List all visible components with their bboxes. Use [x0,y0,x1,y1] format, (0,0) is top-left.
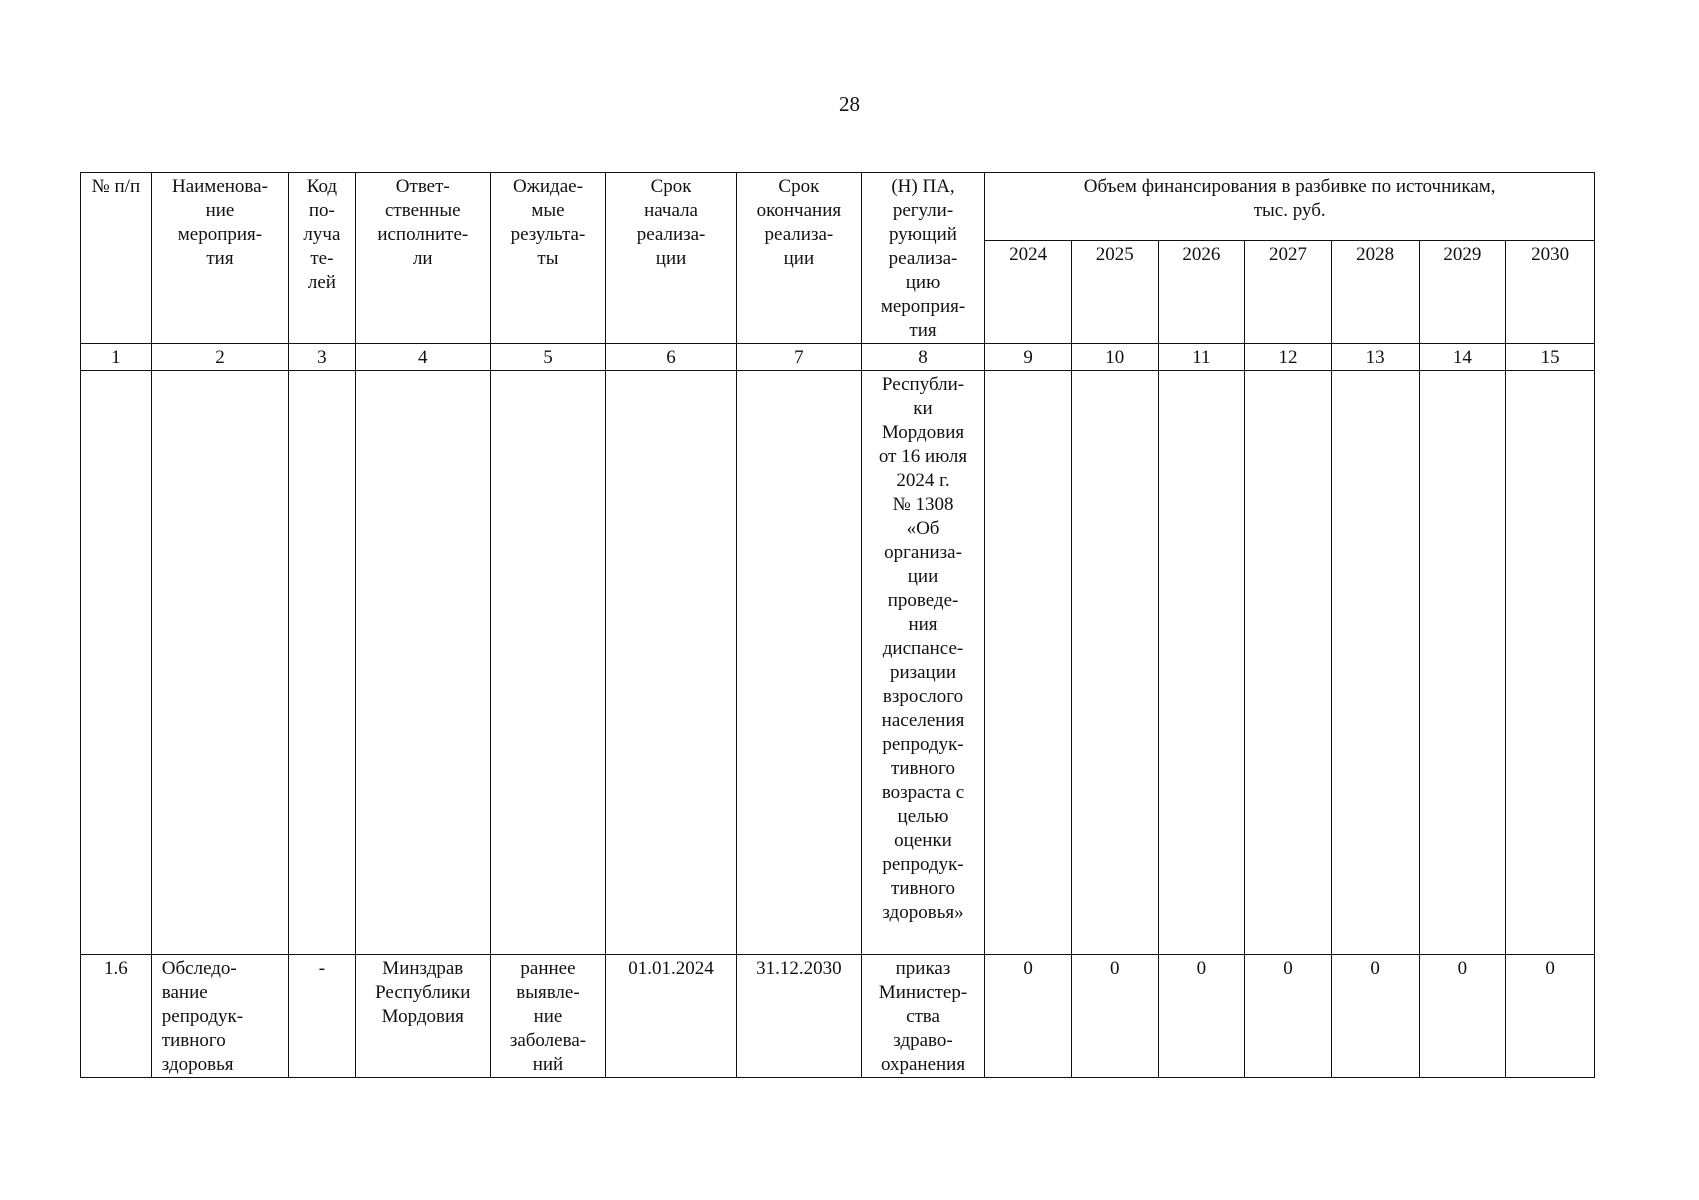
header-code: Код по- луча те- лей [289,173,356,344]
row-value: 0 [1071,955,1158,1078]
cell-empty [355,371,490,955]
column-number: 2 [151,344,288,371]
row-value: 0 [985,955,1072,1078]
column-number-row [81,344,1595,371]
row-start: 01.01.2024 [606,955,737,1078]
header-year: 2025 [1071,240,1158,343]
cell-empty [490,371,605,955]
header-year: 2026 [1158,240,1245,343]
cell-empty [1419,371,1506,955]
header-results: Ожидае- мые результа- ты [490,173,605,344]
row-value: 0 [1506,955,1595,1078]
column-number: 6 [606,344,737,371]
cell-empty [1071,371,1158,955]
column-number: 9 [985,344,1072,371]
header-legal: (Н) ПА, регули- рующий реализа- цию мероприя- тия [861,173,985,344]
header-year: 2029 [1419,240,1506,343]
header-end: Срок окончания реализа- ции [737,173,862,344]
cell-empty [289,371,356,955]
table-row [81,955,1595,1078]
row-results: раннее выявле- ние заболева- ний [490,955,605,1078]
cell-empty [737,371,862,955]
row-num: 1.6 [81,955,152,1078]
cell-empty [1158,371,1245,955]
row-value: 0 [1331,955,1419,1078]
continuation-legal-cell: Республи- ки Мордовия от 16 июля 2024 г. № 1308 «Об организа- ции проведе- ния диспансе- ризации взрослого населения репродук- тивного возраста с целью оценки репродук- тивного здоровья» [861,371,985,955]
row-end: 31.12.2030 [737,955,862,1078]
column-number: 4 [355,344,490,371]
header-num: № п/п [81,173,152,344]
row-legal: приказ Министер- ства здраво- охранения [861,955,985,1078]
column-number: 5 [490,344,605,371]
column-number: 14 [1419,344,1506,371]
cell-empty [985,371,1072,955]
header-year: 2030 [1506,240,1595,343]
column-number: 1 [81,344,152,371]
cell-empty [1331,371,1419,955]
cell-empty [606,371,737,955]
column-number: 3 [289,344,356,371]
header-year: 2024 [985,240,1072,343]
header-row [81,173,1595,241]
cell-empty [1245,371,1332,955]
cell-empty [1506,371,1595,955]
row-value: 0 [1419,955,1506,1078]
cell-empty [151,371,288,955]
row-value: 0 [1245,955,1332,1078]
funding-table [80,172,1595,1078]
page-number: 28 [839,92,860,116]
column-number: 8 [861,344,985,371]
column-number: 10 [1071,344,1158,371]
column-number: 15 [1506,344,1595,371]
continuation-row [81,371,1595,955]
cell-empty [81,371,152,955]
column-number: 12 [1245,344,1332,371]
column-number: 7 [737,344,862,371]
header-year: 2028 [1331,240,1419,343]
header-start: Срок начала реализа- ции [606,173,737,344]
row-executors: Минздрав Республики Мордовия [355,955,490,1078]
column-number: 11 [1158,344,1245,371]
header-executors: Ответ- ственные исполните- ли [355,173,490,344]
row-code: - [289,955,356,1078]
row-value: 0 [1158,955,1245,1078]
header-year: 2027 [1245,240,1332,343]
header-funding: Объем финансирования в разбивке по источникам, тыс. руб. [985,173,1595,241]
row-name: Обследо- вание репродук- тивного здоровья [151,955,288,1078]
column-number: 13 [1331,344,1419,371]
header-name: Наименова- ние мероприя- тия [151,173,288,344]
